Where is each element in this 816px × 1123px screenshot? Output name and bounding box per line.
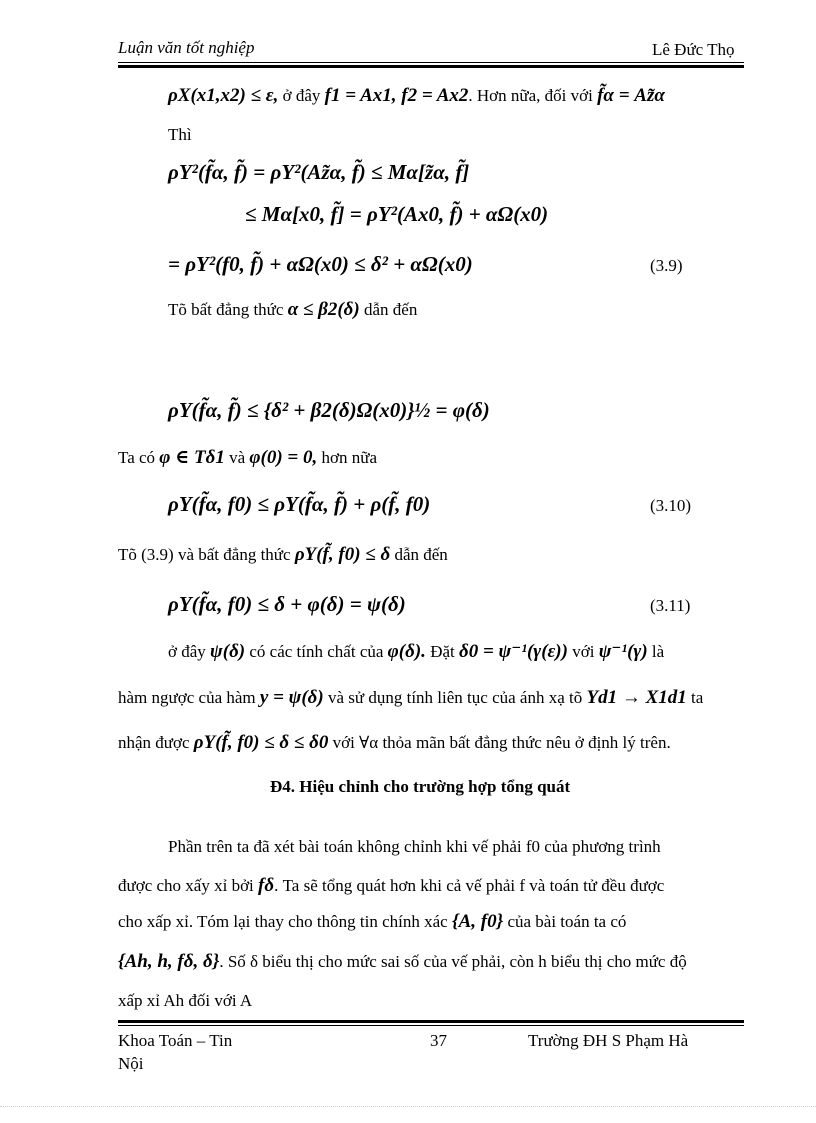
- header-rule-thick: [118, 65, 744, 68]
- line-1: ρX(x1,x2) ≤ ε, ở đây f1 = Ax1, f2 = Ax2. Hơn nữa, đối với f̃α = Az̃α: [168, 85, 665, 106]
- paragraph-line-3: nhận được ρY(f̃, f0) ≤ δ ≤ δ0 với ∀α thỏa mãn bất đẳng thức nêu ở định lý trên.: [118, 732, 671, 753]
- equation-3: = ρY²(f0, f̃) + αΩ(x0) ≤ δ² + αΩ(x0): [168, 252, 473, 276]
- equation-6: ρY(f̃α, f0) ≤ δ + φ(δ) = ψ(δ): [168, 592, 406, 616]
- line-from: Tõ bất đẳng thức α ≤ β2(δ) dẫn đến: [168, 299, 418, 320]
- equation-2: ≤ Mα[x0, f̃] = ρY²(Ax0, f̃) + αΩ(x0): [245, 202, 549, 226]
- body-line-1: Phần trên ta đã xét bài toán không chỉnh khi vế phải f0 của phương trình: [168, 837, 661, 856]
- equation-1: ρY²(f̃α, f̃) = ρY²(Az̃α, f̃) ≤ Mα[z̃α, f̃]: [168, 160, 470, 184]
- paragraph-line-1: ở đây ψ(δ) có các tính chất của φ(δ). Đặt δ0 = ψ⁻¹(γ(ε)) với ψ⁻¹(γ) là: [168, 641, 665, 662]
- page-bottom-divider: [0, 1106, 816, 1107]
- footer-page-number: 37: [430, 1031, 447, 1050]
- line-from-2: Tõ (3.9) và bất đẳng thức ρY(f̃, f0) ≤ δ dẫn đến: [118, 544, 448, 565]
- header-right: Lê Đức Thọ: [652, 40, 735, 59]
- section-heading: Đ4. Hiệu chỉnh cho trường hợp tổng quát: [270, 777, 571, 796]
- footer-rule-thin: [118, 1025, 744, 1026]
- header-rule-thin: [118, 62, 744, 63]
- footer-left: Khoa Toán – Tin: [118, 1031, 233, 1050]
- body-line-3: cho xấp xỉ. Tóm lại thay cho thông tin chính xác {A, f0} của bài toán ta có: [118, 911, 627, 932]
- footer-left-2: Nội: [118, 1054, 144, 1073]
- equation-number-3-11: (3.11): [650, 596, 691, 615]
- equation-4: ρY(f̃α, f̃) ≤ {δ² + β2(δ)Ω(x0)}½ = φ(δ): [168, 398, 490, 422]
- header-left: Luận văn tốt nghiệp: [118, 38, 255, 57]
- body-line-2: được cho xấy xỉ bởi fδ. Ta sẽ tổng quát hơn khi cả vế phải f và toán tử đều được: [118, 875, 665, 896]
- footer-right: Trường ĐH S Phạm Hà: [528, 1031, 689, 1050]
- thi-label: Thì: [168, 125, 192, 144]
- equation-number-3-9: (3.9): [650, 256, 683, 275]
- equation-5: ρY(f̃α, f0) ≤ ρY(f̃α, f̃) + ρ(f̃, f0): [168, 492, 431, 516]
- footer-rule-thick: [118, 1020, 744, 1023]
- body-line-4: {Ah, h, fδ, δ}. Số δ biểu thị cho mức sai số của vế phải, còn h biểu thị cho mức độ: [118, 951, 687, 972]
- body-line-5: xấp xỉ Ah đối với A: [118, 991, 253, 1010]
- paragraph-line-2: hàm ngược của hàm y = ψ(δ) và sử dụng tính liên tục của ánh xạ tõ Yd1 → X1d1 ta: [118, 687, 704, 708]
- equation-number-3-10: (3.10): [650, 496, 692, 515]
- line-taco: Ta có φ ∈ Tδ1 và φ(0) = 0, hơn nữa: [118, 447, 377, 468]
